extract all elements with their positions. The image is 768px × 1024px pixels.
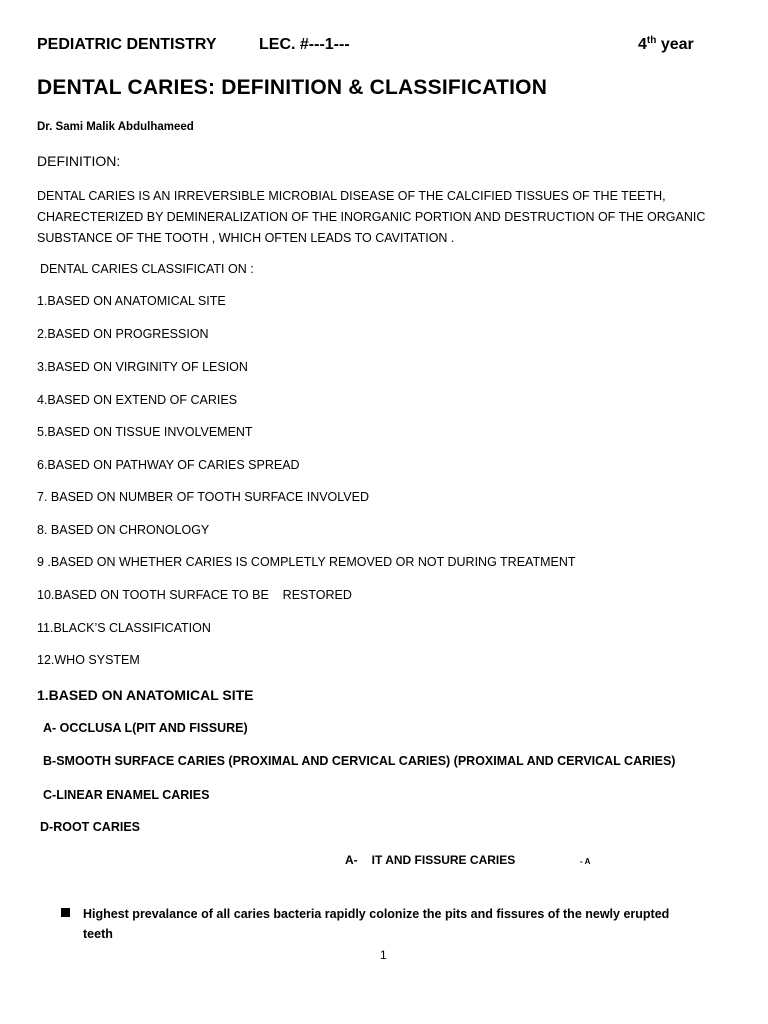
- year-suffix: th: [646, 35, 657, 46]
- definition-heading: DEFINITION:: [37, 153, 121, 169]
- page-title: DENTAL CARIES: DEFINITION & CLASSIFICATION: [37, 76, 548, 99]
- pit-fissure-title: IT AND FISSURE CARIES: [371, 853, 516, 867]
- bullet-line: teeth: [83, 927, 113, 941]
- subsection-item: C-LINEAR ENAMEL CARIES: [43, 788, 210, 802]
- classification-item: 3.BASED ON VIRGINITY OF LESION: [37, 360, 248, 374]
- classification-item: 12.WHO SYSTEM: [37, 653, 140, 667]
- classification-item: 11.BLACK’S CLASSIFICATION: [37, 621, 211, 635]
- year-word: year: [660, 36, 694, 53]
- year-label: [638, 36, 694, 54]
- section-heading: 1.BASED ON ANATOMICAL SITE: [37, 687, 254, 703]
- classification-item: 6.BASED ON PATHWAY OF CARIES SPREAD: [37, 458, 300, 472]
- year-number: 4: [638, 36, 647, 53]
- definition-paragraph: [37, 186, 737, 249]
- classification-item: 8. BASED ON CHRONOLOGY: [37, 523, 210, 537]
- author-name: Dr. Sami Malik Abdulhameed: [37, 121, 194, 133]
- bullet-line: Highest prevalance of all caries bacteria rapidly colonize the pits and fissures of the newly erupted: [83, 907, 670, 921]
- classification-item: 5.BASED ON TISSUE INVOLVEMENT: [37, 425, 253, 439]
- course-name: PEDIATRIC DENTISTRY: [37, 36, 217, 53]
- side-mark: - A: [580, 857, 591, 866]
- definition-line: DENTAL CARIES IS AN IRREVERSIBLE MICROBIAL DISEASE OF THE CALCIFIED TISSUES OF THE TEETH,: [37, 189, 666, 203]
- classification-item: 10.BASED ON TOOTH SURFACE TO BE RESTORED: [37, 588, 352, 602]
- classification-item: 9 .BASED ON WHETHER CARIES IS COMPLETLY REMOVED OR NOT DURING TREATMENT: [37, 555, 576, 569]
- definition-line: SUBSTANCE OF THE TOOTH , WHICH OFTEN LEADS TO CAVITATION .: [37, 231, 455, 245]
- classification-item: 4.BASED ON EXTEND OF CARIES: [37, 393, 238, 407]
- pit-fissure-heading: [345, 853, 515, 867]
- classification-item: 7. BASED ON NUMBER OF TOOTH SURFACE INVOLVED: [37, 490, 370, 504]
- classification-item: 1.BASED ON ANATOMICAL SITE: [37, 294, 226, 308]
- classification-item: 2.BASED ON PROGRESSION: [37, 327, 209, 341]
- pit-fissure-label: A-: [345, 853, 358, 867]
- definition-line: CHARECTERIZED BY DEMINERALIZATION OF THE INORGANIC PORTION AND DESTRUCTION OF THE ORGANIC: [37, 210, 706, 224]
- bullet-paragraph: [83, 904, 733, 944]
- page-number: 1: [380, 948, 387, 962]
- classification-heading: DENTAL CARIES CLASSIFICATI ON :: [40, 262, 254, 276]
- subsection-item: D-ROOT CARIES: [40, 820, 140, 834]
- subsection-item: A- OCCLUSA L(PIT AND FISSURE): [43, 721, 248, 735]
- subsection-item: B-SMOOTH SURFACE CARIES (PROXIMAL AND CERVICAL CARIES) (PROXIMAL AND CERVICAL CARIES): [43, 754, 676, 768]
- square-bullet-icon: [61, 908, 70, 917]
- lecture-number: LEC. #---1---: [259, 36, 350, 53]
